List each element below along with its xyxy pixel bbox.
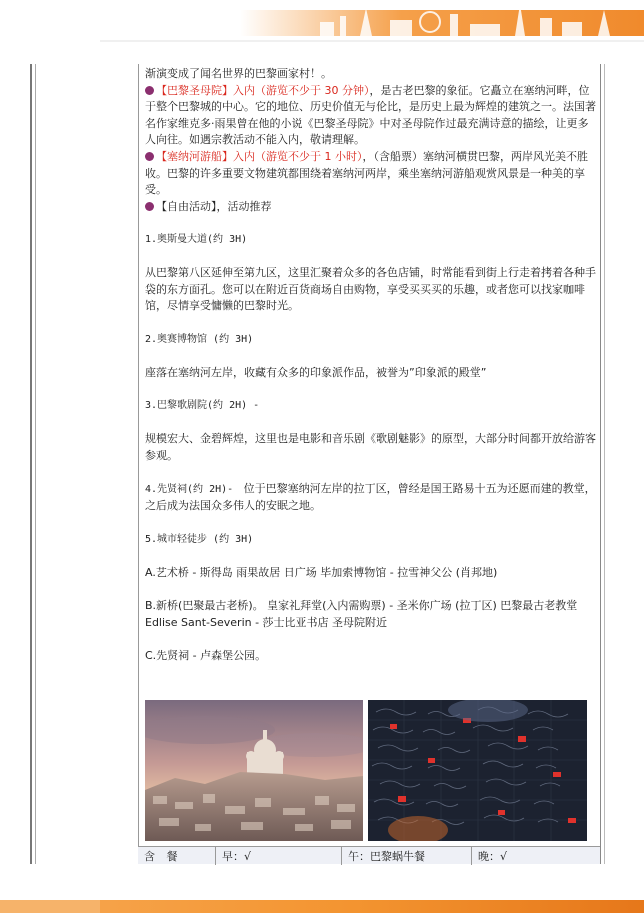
bullet-icon: [145, 152, 154, 161]
walk-c: C.先贤祠 - 卢森堡公园。: [145, 648, 267, 662]
item-desc: 座落在塞纳河左岸，收藏有众多的印象派作品，被誉为”印象派的殿堂”: [145, 365, 487, 379]
love-wall-photo: [368, 700, 587, 841]
table-border-right: [600, 64, 601, 864]
header-banner: [0, 0, 644, 36]
header-rule: [100, 40, 644, 42]
meals-row: [138, 846, 600, 864]
footer-bar: [0, 900, 644, 913]
meal-dinner: 晚：√: [478, 849, 508, 863]
item-title: 3.巴黎歌剧院(约 2H) -: [145, 399, 260, 411]
table-border-left-inner: [35, 64, 36, 864]
seine-tag: 【塞纳河游船】入内（游览不少于 1 小时）: [156, 149, 363, 163]
item-desc: 规模宏大、金碧辉煌，这里也是电影和音乐剧《歌剧魅影》的原型，大部分时间都开放给游客参观。: [145, 432, 596, 462]
notre-dame-tag: 【巴黎圣母院】入内（游览不少于 30 分钟）: [156, 83, 370, 97]
seine-text: ，（含船票）塞纳河横贯巴黎，两岸风光美不胜收。巴黎的许多重要文物建筑都围绕着塞纳河两岸，乘坐塞纳河游船观赏风景是一种美的享受。: [145, 149, 588, 197]
city-skyline-icon: [300, 0, 644, 36]
table-border-left: [30, 64, 32, 864]
montmartre-photo: [145, 700, 363, 841]
free-activity-text: ，活动推荐: [216, 199, 272, 213]
intro-text: 渐演变成了闻名世界的巴黎画家村！。: [145, 67, 332, 80]
seine-paragraph: [145, 149, 599, 199]
free-activity-paragraph: [145, 199, 599, 216]
notre-dame-paragraph: [145, 83, 599, 149]
item-title: 2.奥赛博物馆 (约 3H): [145, 333, 254, 345]
meal-lunch: 午：巴黎蜗牛餐: [342, 847, 472, 865]
bullet-icon: [145, 86, 154, 95]
item-4-paragraph: [145, 481, 599, 515]
bullet-icon: [145, 202, 154, 211]
item-title: 4.先贤祠(约 2H)-: [145, 483, 234, 495]
item-desc: 位于巴黎塞纳河左岸的拉丁区，曾经是国王路易十五为还愿而建的教堂，之后成为法国众多伟人的安眠之地。: [145, 481, 596, 513]
free-activity-tag: 【自由活动】: [156, 199, 217, 213]
table-border-right-outer: [604, 64, 605, 864]
item-title: 5.城市轻徒步 (约 3H): [145, 533, 254, 545]
walk-a: A.艺术桥 - 斯得岛 雨果故居 日广场 毕加索博物馆 - 拉雪神父公 (肖邦地): [145, 565, 498, 579]
item-desc: 从巴黎第八区延伸至第九区，这里汇聚着众多的各色店铺，时常能看到街上行走着拷着各种手袋的东方面孔。您可以在附近百货商场自由购物，享受买买买的乐趣，或者您可以找家咖啡馆，尽情享受慵懒的巴黎时光。: [145, 266, 596, 313]
walk-b: B.新桥(巴聚最古老桥)。 皇家礼拜堂(入内需购票) - 圣米你广场 (拉丁区) 巴黎最古老教堂 Edlise Sant-Severin - 莎士比亚书店 圣母院附近: [145, 599, 578, 629]
photo-row: [145, 700, 599, 842]
meals-label: 含 餐: [138, 847, 216, 865]
table-column-divider: [138, 64, 139, 864]
itinerary-content: [145, 66, 599, 664]
item-title: 1.奥斯曼大道(约 3H): [145, 233, 248, 245]
meal-breakfast: 早：√: [216, 847, 342, 865]
notre-dame-text: ，是古老巴黎的象征。它矗立在塞纳河畔，位于整个巴黎城的中心。它的地位、历史价值无与伦比，是历史上最为辉煌的建筑之一。法国著名作家维克多·雨果曾在他的小说《巴黎圣母院》中对圣母院作过最充满诗意的描绘，让更多人向往。如遇宗教活动不能入内，敬请理解。: [145, 83, 596, 147]
